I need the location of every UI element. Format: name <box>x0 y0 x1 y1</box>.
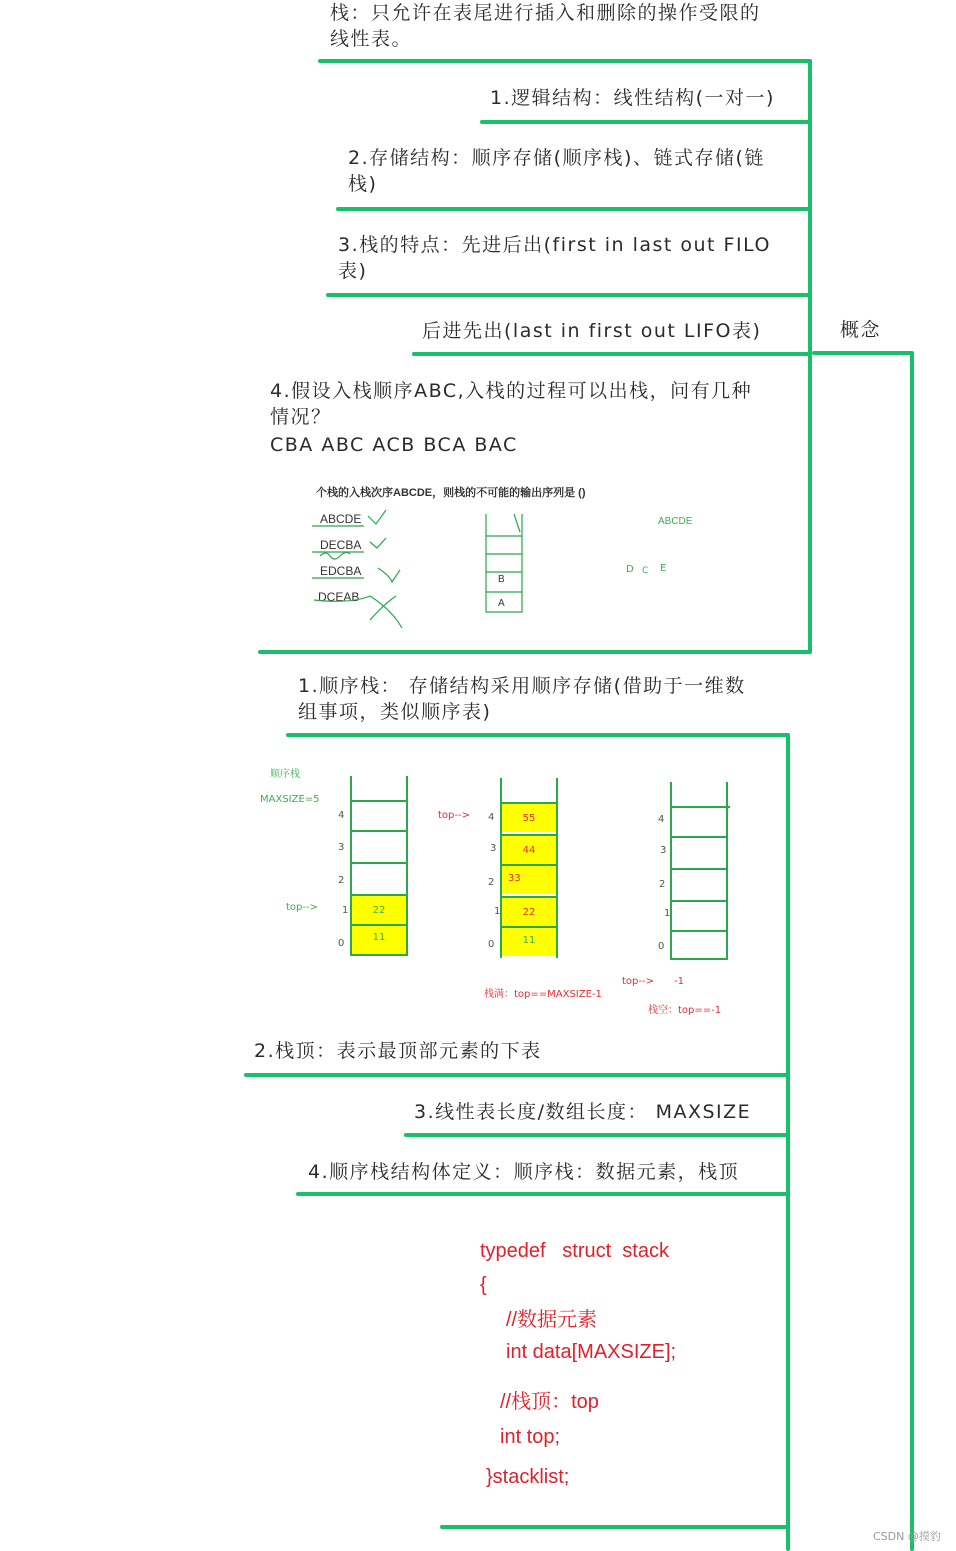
stack2-cell-2: 33 <box>502 864 556 894</box>
question-answers: CBA ABC ACB BCA BAC <box>270 434 518 456</box>
exercise-option-1: ABCDE <box>320 512 362 526</box>
code-line-typedef: typedef struct stack <box>480 1240 669 1262</box>
stack1-cell-3 <box>350 830 406 860</box>
stack1-bottom <box>350 954 408 956</box>
stack3-index-1: 1 <box>664 908 671 919</box>
exercise-sketch <box>300 480 720 640</box>
length-underline <box>404 1133 790 1137</box>
stack-diagram-1 <box>350 776 408 956</box>
stack-definition-line-2: 线性表。 <box>330 28 413 50</box>
push-order-question <box>270 378 752 458</box>
stack2-cell-4: 55 <box>502 802 556 832</box>
question-underline <box>258 650 812 654</box>
stack-diagram-2 <box>500 778 558 958</box>
stack1-index-0: 0 <box>338 938 345 949</box>
question-line-2: 情况？ <box>270 406 332 428</box>
lifo-text: 后进先出(last in first out LIFO表) <box>422 320 762 342</box>
seqstack-heading-line-2: 组事项，类似顺序表) <box>298 701 492 723</box>
stack1-cell-4 <box>350 800 406 830</box>
exercise-stack-b: B <box>498 574 505 585</box>
exercise-right-e: E <box>660 563 667 574</box>
stack-feature <box>338 232 771 284</box>
stack2-right-wall <box>556 778 558 958</box>
storage-structure <box>348 145 765 197</box>
logic-underline <box>480 120 812 124</box>
code-line-comment-data: //数据元素 <box>506 1309 598 1331</box>
exercise-title: 个栈的入栈次序ABCDE，则栈的不可能的输出序列是 () <box>316 487 586 499</box>
maxsize-label: MAXSIZE=5 <box>260 794 320 805</box>
exercise-right-d: D <box>626 564 634 575</box>
code-line-data-array: int data[MAXSIZE]; <box>506 1341 677 1363</box>
stack-top-definition: 2.栈顶：表示最顶部元素的下表 <box>254 1040 542 1062</box>
stack1-cell-1: 22 <box>352 894 406 924</box>
question-line-1: 4.假设入栈顺序ABC,入栈的过程可以出栈，问有几种 <box>270 380 753 402</box>
stack3-index-0: 0 <box>658 941 665 952</box>
stack1-cell-0: 11 <box>352 924 406 954</box>
stack2-top-pointer: top--> <box>438 810 470 821</box>
stack3-cell-2 <box>670 868 726 898</box>
definition-underline <box>318 59 812 63</box>
code-line-close: }stacklist; <box>486 1466 570 1488</box>
seqstack-heading <box>298 673 746 725</box>
stack1-index-1: 1 <box>342 905 349 916</box>
stack3-index-2: 2 <box>659 879 666 890</box>
stack-definition-line-1: 栈：只允许在表尾进行插入和删除的操作受限的 <box>330 2 761 24</box>
stack2-index-2: 2 <box>488 877 495 888</box>
stack1-index-2: 2 <box>338 875 345 886</box>
csdn-watermark: CSDN @摸豹 <box>873 1530 941 1543</box>
feature-underline <box>326 293 812 297</box>
stack3-cell-3 <box>670 836 726 866</box>
code-line-int-top: int top; <box>500 1426 561 1448</box>
seqstack-bracket-line <box>786 734 790 1551</box>
concept-label: 概念 <box>840 319 882 341</box>
stack3-index-3: 3 <box>660 845 667 856</box>
stack1-cell-2 <box>350 862 406 892</box>
concept-label-underline <box>812 351 914 355</box>
logic-structure: 1.逻辑结构：线性结构(一对一) <box>490 87 775 109</box>
code-underline <box>440 1525 790 1529</box>
struct-definition: 4.顺序栈结构体定义：顺序栈：数据元素，栈顶 <box>308 1161 740 1183</box>
stack3-index-4: 4 <box>658 814 665 825</box>
exercise-marks <box>300 480 720 640</box>
stack2-cell-1: 22 <box>502 896 556 926</box>
code-line-open-brace: { <box>480 1274 487 1296</box>
length-definition: 3.线性表长度/数组长度： MAXSIZE <box>414 1101 752 1123</box>
lifo-underline <box>412 352 812 356</box>
empty-top-value: -1 <box>674 976 684 987</box>
stack2-index-1: 1 <box>494 906 501 917</box>
stack3-cell-1 <box>670 900 726 930</box>
storage-underline <box>336 207 812 211</box>
exercise-right-top: ABCDE <box>658 516 693 527</box>
concept-bracket-line <box>808 60 812 653</box>
stack-feature-line-1: 3.栈的特点：先进后出(first in last out FILO <box>338 234 771 256</box>
storage-structure-line-1: 2.存储结构：顺序存储(顺序栈)、链式存储(链 <box>348 147 765 169</box>
stack-feature-line-2: 表) <box>338 260 368 282</box>
stack1-top-pointer: top--> <box>286 902 318 913</box>
struct-underline <box>296 1192 790 1196</box>
stack3-cell-0 <box>670 930 726 960</box>
stack-definition <box>330 0 761 52</box>
seqstack-label: 顺序栈 <box>270 769 300 780</box>
seqstack-heading-underline <box>286 733 790 737</box>
stack2-cell-3: 44 <box>502 834 556 864</box>
main-branch-line <box>910 352 914 1551</box>
stack-full-caption: 栈满：top==MAXSIZE-1 <box>484 989 602 1000</box>
stack2-index-0: 0 <box>488 939 495 950</box>
exercise-option-4: DCEAB <box>318 590 360 604</box>
stack2-cell-0: 11 <box>502 926 556 956</box>
top-def-underline <box>244 1073 790 1077</box>
stack2-index-3: 3 <box>490 843 497 854</box>
stack-diagram-3 <box>670 782 730 962</box>
stack2-index-4: 4 <box>488 812 495 823</box>
storage-structure-line-2: 栈) <box>348 173 378 195</box>
stack1-index-4: 4 <box>338 810 345 821</box>
empty-top-pointer: top--> <box>622 976 654 987</box>
code-line-comment-top: //栈顶：top <box>500 1391 599 1413</box>
stack1-index-3: 3 <box>338 842 345 853</box>
exercise-right-c: C <box>642 566 649 576</box>
stack1-right-wall <box>406 776 408 956</box>
exercise-stack-a: A <box>498 598 505 609</box>
exercise-option-3: EDCBA <box>320 564 362 578</box>
stack-empty-caption: 栈空：top==-1 <box>648 1005 722 1016</box>
stack3-cell-4 <box>670 806 730 836</box>
seqstack-heading-line-1: 1.顺序栈： 存储结构采用顺序存储(借助于一维数 <box>298 675 746 697</box>
exercise-option-2: DECBA <box>320 538 362 552</box>
